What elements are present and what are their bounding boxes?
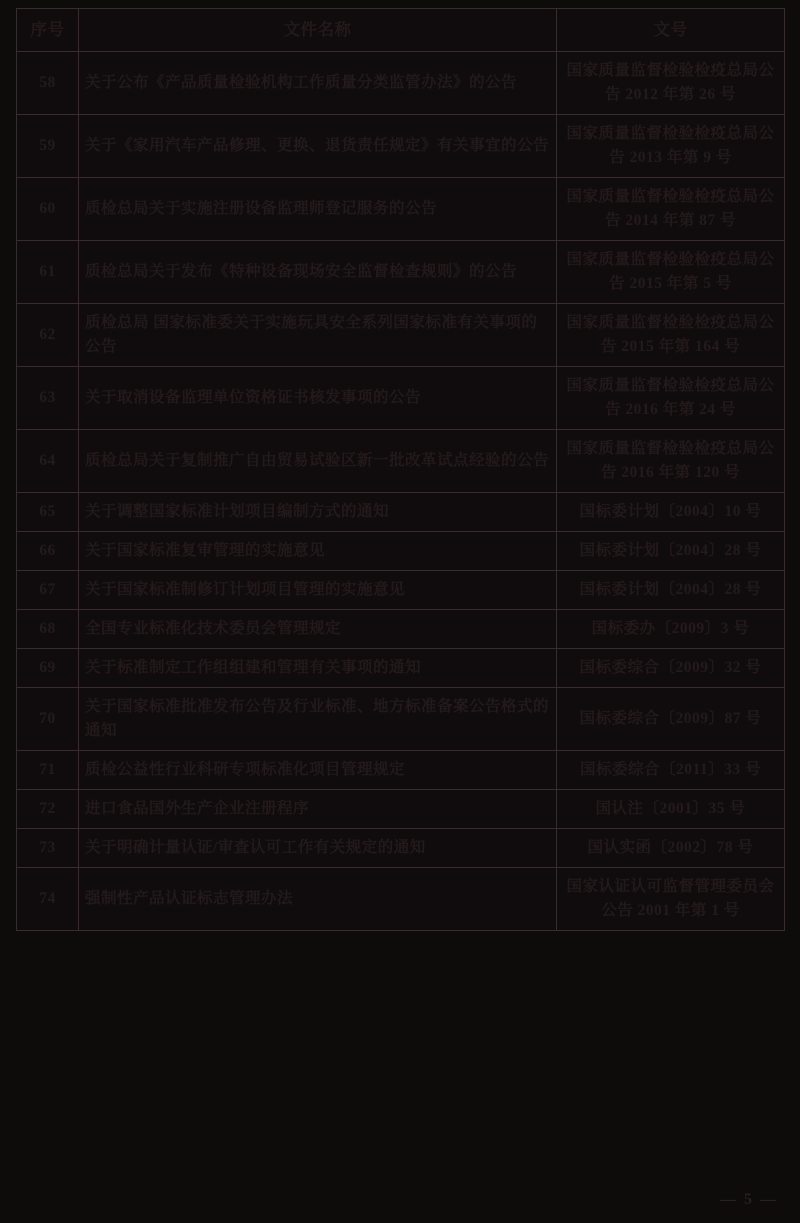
table-row	[17, 429, 785, 492]
cell-document-name: 关于《家用汽车产品修理、更换、退货责任规定》有关事宜的公告	[79, 114, 557, 177]
cell-document-number: 国家质量监督检验检疫总局公告 2015 年第 5 号	[557, 240, 785, 303]
cell-document-number: 国家质量监督检验检疫总局公告 2016 年第 24 号	[557, 366, 785, 429]
table-row	[17, 492, 785, 531]
cell-document-name: 关于标准制定工作组组建和管理有关事项的通知	[79, 648, 557, 687]
cell-no: 69	[17, 648, 79, 687]
cell-document-name: 质检总局 国家标准委关于实施玩具安全系列国家标准有关事项的公告	[79, 303, 557, 366]
cell-no: 73	[17, 828, 79, 867]
cell-document-name: 关于国家标准批准发布公告及行业标准、地方标准备案公告格式的通知	[79, 687, 557, 750]
cell-document-number: 国标委综合〔2011〕33 号	[557, 750, 785, 789]
table-row	[17, 750, 785, 789]
cell-document-number: 国标委办〔2009〕3 号	[557, 609, 785, 648]
cell-document-name: 强制性产品认证标志管理办法	[79, 867, 557, 930]
cell-document-name: 进口食品国外生产企业注册程序	[79, 789, 557, 828]
table-body	[17, 51, 785, 930]
cell-document-name: 关于取消设备监理单位资格证书核发事项的公告	[79, 366, 557, 429]
cell-no: 74	[17, 867, 79, 930]
cell-no: 63	[17, 366, 79, 429]
table-header-row	[17, 9, 785, 52]
cell-document-number: 国标委综合〔2009〕87 号	[557, 687, 785, 750]
column-header-name: 文件名称	[79, 9, 557, 52]
cell-document-number: 国家质量监督检验检疫总局公告 2016 年第 120 号	[557, 429, 785, 492]
cell-no: 71	[17, 750, 79, 789]
cell-no: 65	[17, 492, 79, 531]
cell-no: 70	[17, 687, 79, 750]
table-row	[17, 366, 785, 429]
table-row	[17, 648, 785, 687]
cell-document-name: 关于国家标准复审管理的实施意见	[79, 531, 557, 570]
cell-document-number: 国认注〔2001〕35 号	[557, 789, 785, 828]
cell-document-name: 质检总局关于发布《特种设备现场安全监督检查规则》的公告	[79, 240, 557, 303]
table-row	[17, 240, 785, 303]
cell-no: 64	[17, 429, 79, 492]
table-row	[17, 303, 785, 366]
cell-document-number: 国标委计划〔2004〕28 号	[557, 570, 785, 609]
table-row	[17, 828, 785, 867]
cell-no: 58	[17, 51, 79, 114]
table-row	[17, 570, 785, 609]
cell-no: 61	[17, 240, 79, 303]
table-row	[17, 789, 785, 828]
table-row	[17, 609, 785, 648]
table-row	[17, 177, 785, 240]
cell-no: 62	[17, 303, 79, 366]
regulations-table	[16, 8, 785, 931]
cell-no: 66	[17, 531, 79, 570]
cell-no: 68	[17, 609, 79, 648]
cell-document-name: 质检公益性行业科研专项标准化项目管理规定	[79, 750, 557, 789]
page-number: — 5 —	[720, 1191, 778, 1208]
cell-no: 59	[17, 114, 79, 177]
cell-document-number: 国家认证认可监督管理委员会公告 2001 年第 1 号	[557, 867, 785, 930]
cell-document-number: 国家质量监督检验检疫总局公告 2015 年第 164 号	[557, 303, 785, 366]
cell-document-name: 质检总局关于复制推广自由贸易试验区新一批改革试点经验的公告	[79, 429, 557, 492]
cell-no: 67	[17, 570, 79, 609]
cell-document-name: 关于明确计量认证/审查认可工作有关规定的通知	[79, 828, 557, 867]
cell-document-name: 关于公布《产品质量检验机构工作质量分类监管办法》的公告	[79, 51, 557, 114]
table-row	[17, 687, 785, 750]
column-header-num: 文号	[557, 9, 785, 52]
cell-document-number: 国认实函〔2002〕78 号	[557, 828, 785, 867]
cell-document-name: 关于调整国家标准计划项目编制方式的通知	[79, 492, 557, 531]
cell-document-number: 国标委计划〔2004〕10 号	[557, 492, 785, 531]
cell-document-name: 关于国家标准制修订计划项目管理的实施意见	[79, 570, 557, 609]
cell-document-name: 全国专业标准化技术委员会管理规定	[79, 609, 557, 648]
cell-document-number: 国标委综合〔2009〕32 号	[557, 648, 785, 687]
cell-document-number: 国家质量监督检验检疫总局公告 2013 年第 9 号	[557, 114, 785, 177]
table-row	[17, 867, 785, 930]
table-row	[17, 51, 785, 114]
cell-document-number: 国家质量监督检验检疫总局公告 2012 年第 26 号	[557, 51, 785, 114]
cell-document-name: 质检总局关于实施注册设备监理师登记服务的公告	[79, 177, 557, 240]
column-header-no: 序号	[17, 9, 79, 52]
table-row	[17, 531, 785, 570]
table-row	[17, 114, 785, 177]
cell-no: 60	[17, 177, 79, 240]
cell-no: 72	[17, 789, 79, 828]
cell-document-number: 国家质量监督检验检疫总局公告 2014 年第 87 号	[557, 177, 785, 240]
cell-document-number: 国标委计划〔2004〕28 号	[557, 531, 785, 570]
